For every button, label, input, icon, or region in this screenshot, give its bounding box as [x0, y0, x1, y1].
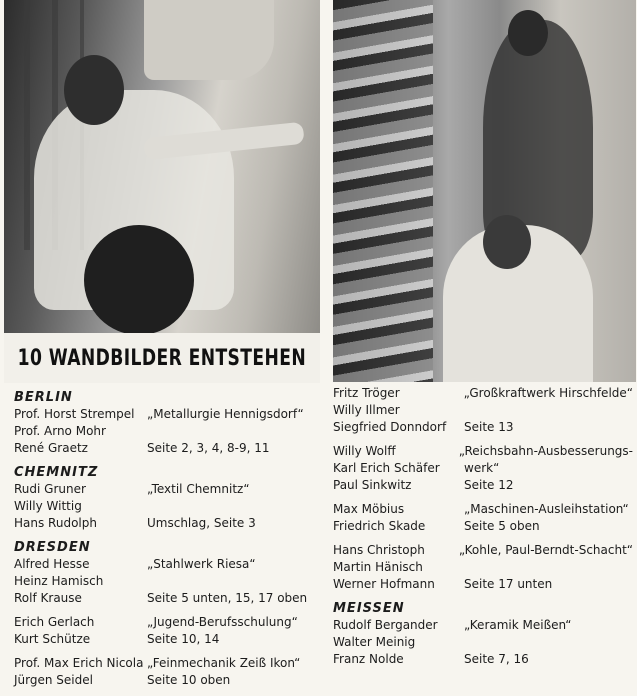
- painter-head: [483, 215, 531, 269]
- artist-row: [14, 481, 314, 498]
- artist-name: Rudolf Bergander: [333, 618, 438, 632]
- painter-head: [64, 55, 124, 125]
- artist-name: Karl Erich Schäfer: [333, 461, 440, 475]
- artist-name: Prof. Horst Strempel: [14, 407, 135, 421]
- mural-info: werk“: [464, 461, 500, 475]
- cover-photo-painters: [4, 0, 320, 333]
- mural-info: „Großkraftwerk Hirschfelde“: [463, 386, 633, 400]
- artist-name: Siegfried Donndorf: [333, 420, 447, 434]
- artist-row: [333, 443, 633, 460]
- artist-row: [14, 406, 314, 423]
- cover-title: 10 WANDBILDER ENTSTEHEN: [17, 345, 307, 371]
- artist-row: [333, 419, 633, 436]
- mural-info: „Maschinen-Ausleihstation“: [464, 502, 629, 516]
- artist-name: Fritz Tröger: [333, 386, 400, 400]
- artist-name: Heinz Hamisch: [14, 574, 104, 588]
- artist-name: Rudi Gruner: [14, 482, 86, 496]
- mural-info: „Keramik Meißen“: [464, 618, 572, 632]
- mural-info: Seite 13: [464, 420, 514, 434]
- artist-name: Werner Hofmann: [333, 577, 435, 591]
- artist-row: [333, 542, 633, 559]
- artist-group: [14, 539, 314, 607]
- mural-info: Umschlag, Seite 3: [147, 516, 256, 530]
- painter-upper: [144, 0, 274, 80]
- city-heading: BERLIN: [14, 390, 73, 405]
- artist-name: Prof. Arno Mohr: [14, 424, 106, 438]
- artist-name: Hans Christoph: [333, 543, 425, 557]
- artist-list-right: [333, 385, 633, 675]
- artist-name: René Graetz: [14, 441, 88, 455]
- foreground-head: [84, 225, 194, 333]
- artist-row: [333, 460, 633, 477]
- artist-group: [14, 389, 314, 457]
- mural-info: „Jugend-Berufsschulung“: [147, 615, 298, 629]
- artist-row: [333, 559, 633, 576]
- city-heading: MEISSEN: [333, 601, 405, 616]
- mural-info: „Kohle, Paul-Berndt-Schacht“: [458, 543, 633, 557]
- artist-row: [14, 590, 314, 607]
- artist-name: Martin Hänisch: [333, 560, 423, 574]
- artist-row: [14, 672, 314, 689]
- artist-row: [333, 634, 633, 651]
- artist-name: Rolf Krause: [14, 591, 82, 605]
- mural-info: Seite 5 unten, 15, 17 oben: [147, 591, 308, 605]
- mural-info: „Feinmechanik Zeiß Ikon“: [147, 656, 301, 670]
- artist-row: [333, 477, 633, 494]
- artist-row: [333, 617, 633, 634]
- mural-info: Seite 12: [464, 478, 514, 492]
- artist-group: [333, 600, 633, 668]
- artist-group: [333, 385, 633, 436]
- artist-name: Max Möbius: [333, 502, 405, 516]
- artist-group: [14, 464, 314, 532]
- artist-row: [14, 440, 314, 457]
- artist-group: [14, 614, 314, 648]
- mural-wall: [333, 0, 433, 382]
- mural-info: Seite 7, 16: [464, 652, 529, 666]
- cover-banner: [4, 333, 320, 383]
- artist-row: [14, 423, 314, 440]
- artist-name: Willy Wittig: [14, 499, 82, 513]
- artist-name: Hans Rudolph: [14, 516, 97, 530]
- mural-info: Seite 5 oben: [464, 519, 540, 533]
- artist-name: Kurt Schütze: [14, 632, 91, 646]
- artist-row: [333, 385, 633, 402]
- mural-info: Seite 10, 14: [147, 632, 220, 646]
- artist-name: Franz Nolde: [333, 652, 404, 666]
- artist-group: [333, 501, 633, 535]
- artist-row: [14, 515, 314, 532]
- artist-name: Erich Gerlach: [14, 615, 95, 629]
- artist-group: [14, 655, 314, 689]
- artist-row: [14, 498, 314, 515]
- mural-info: „Textil Chemnitz“: [147, 482, 250, 496]
- artist-name: Paul Sinkwitz: [333, 478, 412, 492]
- artist-row: [333, 518, 633, 535]
- artist-row: [333, 402, 633, 419]
- artist-row: [333, 501, 633, 518]
- artist-name: Alfred Hesse: [14, 557, 90, 571]
- artist-name: Friedrich Skade: [333, 519, 426, 533]
- artist-name: Prof. Max Erich Nicola: [14, 656, 144, 670]
- artist-name: Jürgen Seidel: [14, 673, 93, 687]
- mural-info: „Metallurgie Hennigsdorf“: [147, 407, 304, 421]
- city-heading: CHEMNITZ: [14, 465, 99, 480]
- artist-group: [333, 443, 633, 494]
- artist-row: [14, 573, 314, 590]
- artist-row: [14, 655, 314, 672]
- artist-name: Walter Meinig: [333, 635, 416, 649]
- artist-name: Willy Wolff: [333, 444, 396, 458]
- city-heading: DRESDEN: [14, 540, 91, 555]
- artist-row: [14, 631, 314, 648]
- artist-list-left: [14, 385, 314, 696]
- mural-info: Seite 2, 3, 4, 8-9, 11: [147, 441, 270, 455]
- mural-info: Seite 17 unten: [464, 577, 553, 591]
- mural-info: „Stahlwerk Riesa“: [147, 557, 256, 571]
- artist-group: [333, 542, 633, 593]
- mural-info: „Reichsbahn-Ausbesserungs-: [458, 444, 633, 458]
- artist-row: [14, 614, 314, 631]
- mural-info: Seite 10 oben: [147, 673, 231, 687]
- artist-name: Willy Illmer: [333, 403, 400, 417]
- artist-row: [14, 556, 314, 573]
- photo-mural-painting: [333, 0, 636, 382]
- artist-row: [333, 651, 633, 668]
- artist-row: [333, 576, 633, 593]
- painter-head: [508, 10, 548, 56]
